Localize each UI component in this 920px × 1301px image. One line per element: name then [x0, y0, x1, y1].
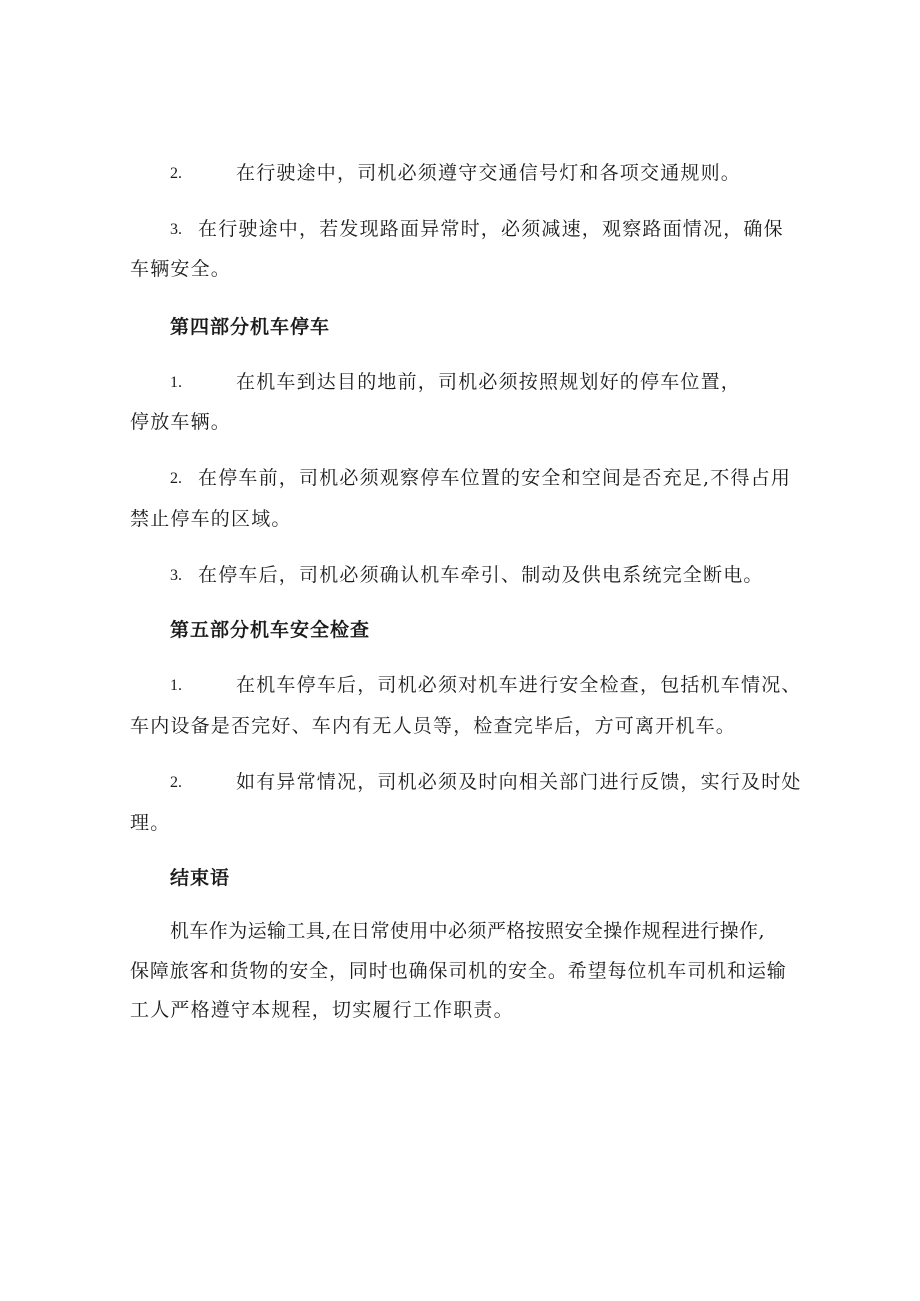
list-item-text-continued: 车内设备是否完好、车内有无人员等，检查完毕后，方可离开机车。	[130, 715, 737, 737]
list-number: 3.	[170, 567, 182, 584]
list-item-text-continued: 理。	[130, 812, 171, 834]
list-item-text: 在停车后，司机必须确认机车牵引、制动及供电系统完全断电。	[198, 564, 764, 586]
list-number: 2.	[170, 774, 182, 791]
list-item-text-continued: 停放车辆。	[130, 411, 232, 433]
conclusion-paragraph-line: 机车作为运输工具,在日常使用中必须严格按照安全操作规程进行操作,	[170, 920, 765, 942]
list-number: 2.	[170, 470, 182, 487]
list-item-text-continued: 禁止停车的区域。	[130, 508, 292, 530]
list-item-text-continued: 车辆安全。	[130, 258, 232, 280]
section-heading-part5: 第五部分机车安全检查	[170, 619, 371, 641]
list-item-text: 如有异常情况，司机必须及时向相关部门进行反馈，实行及时处	[236, 771, 802, 793]
conclusion-paragraph-line: 保障旅客和货物的安全，同时也确保司机的安全。希望每位机车司机和运输	[130, 960, 787, 982]
list-item-text: 在机车到达目的地前，司机必须按照规划好的停车位置，	[236, 371, 742, 393]
conclusion-paragraph-line: 工人严格遵守本规程，切实履行工作职责。	[130, 999, 514, 1021]
section-heading-part4: 第四部分机车停车	[170, 316, 331, 338]
list-item-text: 在行驶途中，若发现路面异常时，必须减速，观察路面情况，确保	[198, 218, 784, 240]
list-item-text: 在机车停车后，司机必须对机车进行安全检查，包括机车情况、	[236, 674, 802, 696]
list-item-text: 在行驶途中，司机必须遵守交通信号灯和各项交通规则。	[236, 162, 742, 184]
list-number: 3.	[170, 221, 182, 238]
list-number: 2.	[170, 165, 182, 182]
list-number: 1.	[170, 677, 182, 694]
section-heading-conclusion: 结束语	[170, 867, 231, 889]
list-item-text: 在停车前，司机必须观察停车位置的安全和空间是否充足,不得占用	[198, 467, 792, 489]
list-number: 1.	[170, 374, 182, 391]
